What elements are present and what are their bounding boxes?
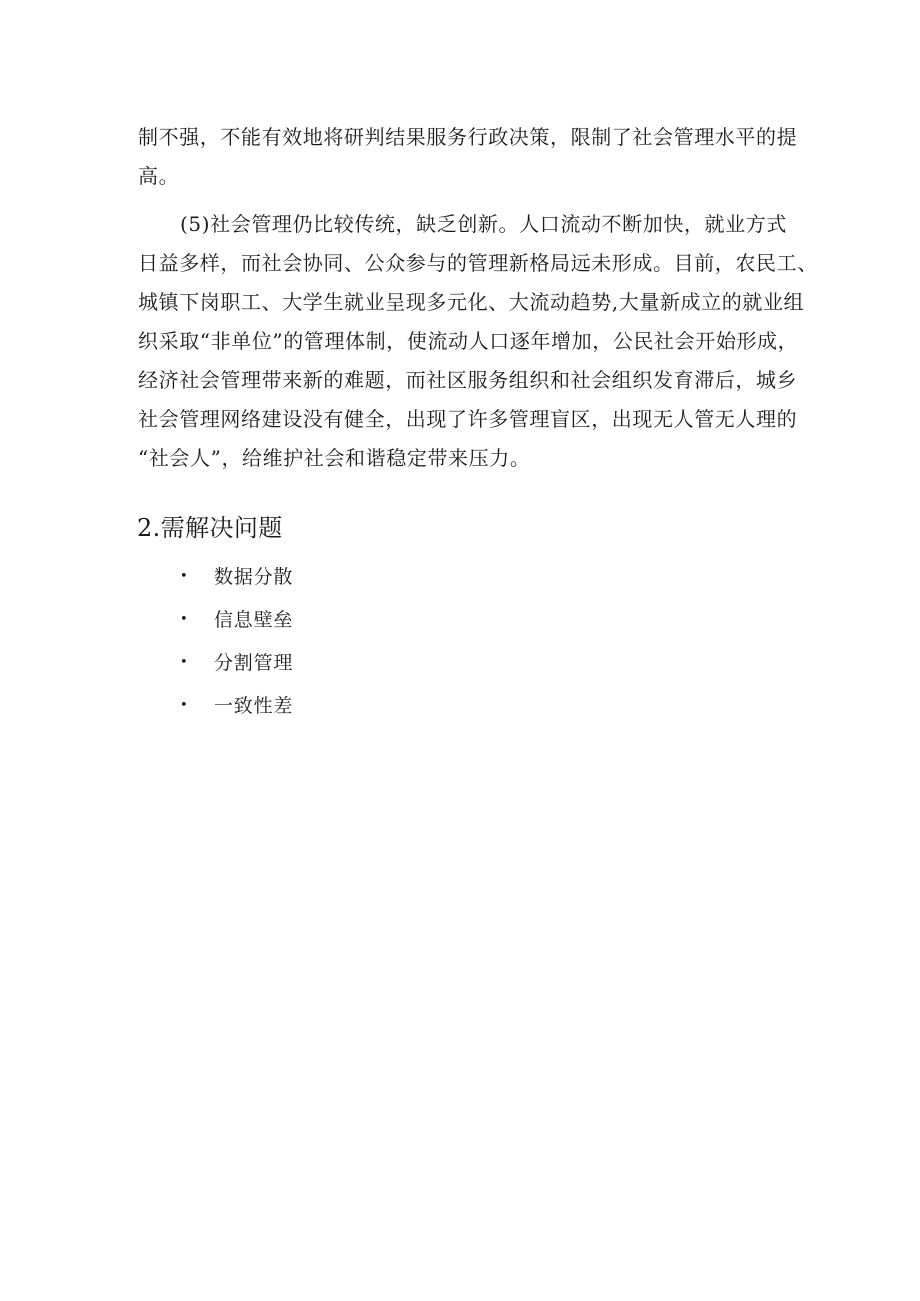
bullet-icon: • [180, 654, 188, 670]
list-item-label: 一致性差 [214, 694, 294, 717]
paragraph-line: 社会管理网络建设没有健全，出现了许多管理盲区，出现无人管无人理的 [138, 407, 798, 431]
paragraph-line: “社会人”，给维护社会和谐稳定带来压力。 [138, 446, 531, 470]
paragraph-item-5 [138, 205, 818, 478]
list-item [180, 684, 293, 727]
section-heading: 2.需解决问题 [137, 514, 283, 542]
bullet-icon: • [180, 697, 188, 713]
paragraph-continuation [138, 118, 798, 196]
paragraph-line: 制不强，不能有效地将研判结果服务行政决策，限制了社会管理水平的提 [138, 125, 798, 149]
list-item-label: 信息壁垒 [214, 608, 294, 631]
bullet-icon: • [180, 568, 188, 584]
bullet-icon: • [180, 611, 188, 627]
paragraph-line: (5)社会管理仍比较传统，缺乏创新。人口流动不断加快，就业方式 [180, 212, 787, 236]
list-item [180, 555, 293, 598]
paragraph-line: 经济社会管理带来新的难题，而社区服务组织和社会组织发育滞后，城乡 [138, 368, 798, 392]
paragraph-line: 高。 [138, 164, 180, 188]
list-item [180, 641, 293, 684]
paragraph-line: 城镇下岗职工、大学生就业呈现多元化、大流动趋势,大量新成立的就业组 [138, 290, 805, 314]
issue-list [180, 555, 293, 727]
paragraph-line: 日益多样，而社会协同、公众参与的管理新格局远未形成。目前，农民工、 [138, 251, 818, 275]
list-item [180, 598, 293, 641]
list-item-label: 分割管理 [214, 651, 294, 674]
paragraph-line: 织采取“非单位”的管理体制，使流动人口逐年增加，公民社会开始形成， [138, 329, 799, 353]
list-item-label: 数据分散 [214, 565, 294, 588]
